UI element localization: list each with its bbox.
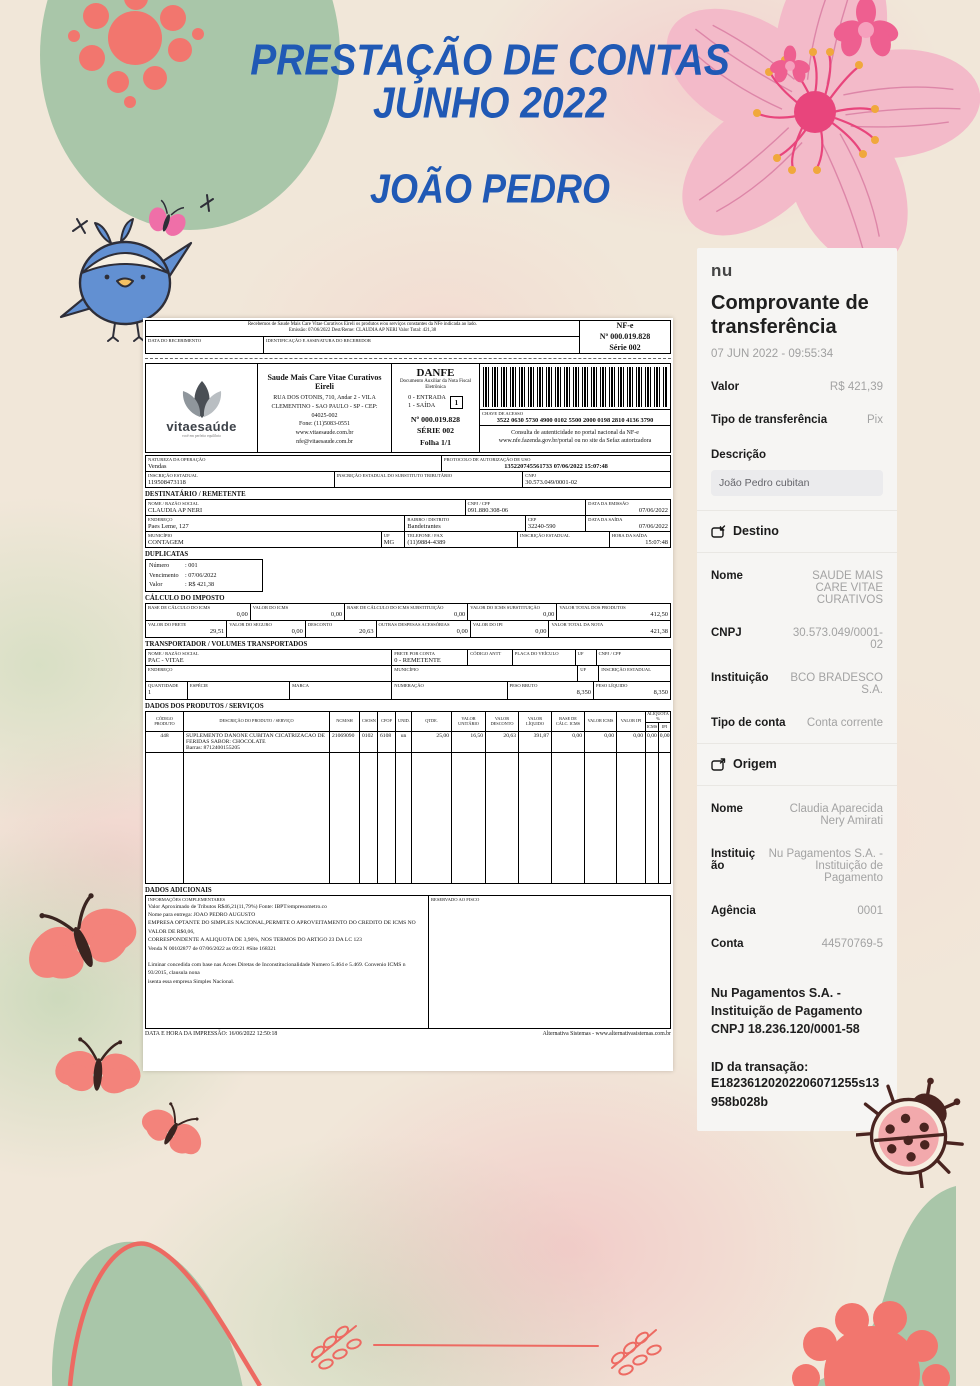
imposto-value: 0,00	[456, 627, 468, 635]
transp-uf2-label: UF	[580, 667, 587, 673]
imposto-label: BASE DE CÁLCULO DO ICMS SUBSTITUIÇÃO	[347, 605, 444, 611]
danfe-folha: Folha 1/1	[420, 437, 451, 447]
imposto-value: 29,51	[209, 627, 225, 635]
ladybug-illustration	[856, 1076, 968, 1188]
imposto-value: 412,50	[650, 610, 668, 618]
emitente-endereco3: 04025-002	[311, 412, 338, 419]
transp-nome: PAC - VITAE	[148, 656, 184, 664]
produtos-header: CFOP	[378, 712, 396, 731]
produtos-header: NCM/SH	[330, 712, 360, 731]
natureza-value: Vendas	[148, 462, 167, 470]
butterfly-illustration-1	[6, 879, 154, 998]
dup-numero-label: Número	[149, 562, 170, 570]
impressao-text: DATA E HORA DA IMPRESSÃO: 16/06/2022 12:50:18	[145, 1031, 278, 1038]
danfe-tipo-box: 1	[450, 396, 463, 409]
transp-bruto: 8,350	[576, 688, 591, 696]
produto-ncm: 21069090	[330, 732, 360, 752]
dest-saida-label: DATA DA SAÍDA	[588, 517, 623, 523]
duplicatas-title: DUPLICATAS	[145, 551, 189, 559]
sistema-text: Alternativa Sistemas - www.alternativasistemas.com.br	[542, 1031, 671, 1038]
danfe-header	[145, 363, 671, 453]
dest-cnpj-label: CNPJ / CPF	[467, 501, 491, 507]
info-line: Liminar concedida com base nas Acoes Diretas de Inconstitucionalidade Numero 5.464 e 5.469. Convenio ICMS n 93/2015, clausula nona	[148, 962, 406, 977]
nfe-label: NF-e	[616, 321, 634, 330]
produto-qtde: 25,00	[412, 732, 452, 752]
imposto-value: 0,00	[236, 610, 248, 618]
info-line: Venda N 00102877 de 07/06/2022 as 09:21 #Site 168321	[148, 945, 277, 952]
produtos-header: ALÍQUOTA %	[647, 712, 669, 722]
transp-antt-label: CÓDIGO ANTT	[470, 651, 502, 657]
title-line2: JUNHO 2022	[372, 79, 608, 128]
produto-valor-icms: 0,00	[585, 732, 617, 752]
destino-cnpj-value: 30.573.049/0001-02	[792, 627, 883, 651]
transp-liquido: 8,350	[653, 688, 668, 696]
produto-valor-ipi: 0,00	[617, 732, 646, 752]
imposto-value: 0,00	[291, 627, 303, 635]
dest-bairro-label: BAIRRO / DISTRITO	[407, 517, 450, 523]
emitente-email: nfe@vitaesaude.com.br	[296, 438, 353, 445]
imposto-label: OUTRAS DESPESAS ACESSÓRIAS	[378, 622, 450, 628]
produtos-header: VALOR ICMS	[585, 712, 617, 731]
origem-title: Origem	[733, 757, 777, 771]
info-line: isenta essa empresa Simples Nacional.	[148, 978, 235, 985]
ie-value: 119508473118	[148, 478, 186, 486]
transp-ie-label: INSCRIÇÃO ESTADUAL	[601, 667, 652, 673]
imposto-value: 0,00	[454, 610, 466, 618]
butterfly-illustration-3	[130, 1092, 216, 1167]
origem-nome-label: Nome	[711, 803, 743, 815]
produtos-title: DADOS DOS PRODUTOS / SERVIÇOS	[145, 703, 264, 711]
dest-hora: 15:07:48	[645, 538, 668, 546]
valor-label: Valor	[711, 381, 740, 393]
ie-substituto-label: INSCRIÇÃO ESTADUAL DO SUBSTITUTO TRIBUTÁRIO	[336, 473, 453, 479]
imposto-value: 0,00	[535, 627, 547, 635]
transp-frete-label: FRETE POR CONTA	[394, 651, 435, 657]
destino-tipo-conta-label: Tipo de conta	[711, 717, 786, 729]
produtos-header: DESCRIÇÃO DO PRODUTO / SERVIÇO	[184, 712, 330, 731]
dest-cep: 32240-590	[527, 522, 556, 530]
produto-csosn: 0102	[360, 732, 378, 752]
dest-ie-label: INSCRIÇÃO ESTADUAL	[520, 533, 570, 539]
produto-valor-desconto: 20,63	[486, 732, 519, 752]
danfe-document	[143, 318, 673, 1071]
transp-especie-label: ESPÉCIE	[189, 683, 209, 689]
dest-bairro: Bandeirantes	[407, 522, 441, 530]
produto-aliq-icms: 0,00	[646, 732, 659, 752]
nfe-numero: Nº 000.019.828	[599, 331, 651, 341]
natureza-section	[145, 455, 671, 488]
barcode	[483, 367, 667, 407]
canhoto-recebemos-text: Recebemos de Saude Mais Care Vitae Curativos Eireli os produtos e/ou serviços constantes da NFe indicada ao lado.	[247, 322, 478, 327]
imposto-label: DESCONTO	[307, 622, 333, 628]
nfe-number-box	[580, 321, 670, 353]
transp-cnpj-label: CNPJ / CPF	[598, 651, 622, 657]
dest-cep-label: CEP	[527, 517, 537, 523]
produtos-empty-rows	[146, 753, 670, 883]
info-line: EMPRESA OPTANTE DO SIMPLES NACIONAL,PERMITE O APROVEITAMENTO DO CREDITO DE ICMS NO VALOR DE R$0,06,	[148, 920, 416, 935]
transp-marca-label: MARCA	[292, 683, 309, 689]
footer-line2: Instituição de Pagamento	[711, 1004, 863, 1019]
imposto-section	[145, 603, 671, 638]
destinatario-title: DESTINATÁRIO / REMETENTE	[145, 491, 246, 499]
emitente-nome: Saude Mais Care Vitae Curativos Eireli	[267, 373, 382, 392]
title-subtitle: JOÃO PEDRO	[369, 165, 611, 212]
transportador-section	[145, 649, 671, 700]
transportador-title: TRANSPORTADOR / VOLUMES TRANSPORTADOS	[145, 641, 308, 649]
dest-uf-label: UF	[383, 533, 390, 539]
footer-cnpj: CNPJ 18.236.120/0001-58	[711, 1022, 860, 1037]
valor-value: R$ 421,39	[829, 381, 883, 393]
produto-descricao: SUPLEMENTO DANONE CUBITAN CICATRIZACAO DE FERIDAS SABOR: CHOCOLATE	[186, 733, 325, 746]
origem-nome-value: Claudia Aparecida Nery Amirati	[789, 803, 883, 827]
produto-unid: un	[396, 732, 412, 752]
dest-emissao: 07/06/2022	[638, 506, 668, 514]
imposto-value: 20,63	[359, 627, 374, 635]
dest-cnpj: 091.880.308-06	[467, 506, 509, 514]
data-recebimento-label: DATA DO RECEBIMENTO	[148, 337, 202, 343]
green-blob-bottom-left	[27, 1226, 272, 1386]
cut-line	[145, 358, 671, 359]
danfe-title: DANFE	[416, 367, 455, 380]
protocolo-value: 135220745561733 07/06/2022 15:07:48	[504, 462, 608, 470]
ie-label: INSCRIÇÃO ESTADUAL	[148, 473, 198, 479]
transp-qtd: 1	[148, 688, 152, 696]
produtos-header: CSOSN	[360, 712, 378, 731]
destino-cnpj-label: CNPJ	[711, 627, 742, 639]
consulta-text1: Consulta de autenticidade no portal nacional da NF-e	[511, 430, 639, 437]
reservado-fisco-label: RESERVADO AO FISCO	[430, 897, 480, 903]
produto-row	[146, 732, 670, 753]
dest-municipio: CONTAGEM	[148, 538, 184, 546]
imposto-value: 421,38	[650, 627, 668, 635]
produtos-header: QTDE.	[412, 712, 452, 731]
dest-endereco-label: ENDEREÇO	[148, 517, 173, 523]
nubank-receipt	[697, 248, 897, 1131]
imposto-label: VALOR DO SEGURO	[229, 622, 272, 628]
imposto-label: BASE DE CÁLCULO DO ICMS	[148, 605, 211, 611]
dest-nome-label: NOME / RAZÃO SOCIAL	[148, 501, 199, 507]
info-line: Nome para entrega: JOAO PEDRO AUGUSTO	[148, 912, 256, 919]
poster-title	[0, 36, 980, 212]
danfe-saida: 1 - SAÍDA	[408, 402, 436, 410]
danfe-entrada: 0 - ENTRADA	[408, 394, 446, 402]
dest-endereco: Paes Leme, 127	[148, 522, 189, 530]
produto-base-icms: 0,00	[552, 732, 585, 752]
produtos-table	[145, 711, 671, 884]
origem-instituicao-value: Nu Pagamentos S.A. - Instituição de Pagamento	[768, 848, 883, 884]
produtos-header: VALOR UNITÁRIO	[452, 712, 486, 731]
origem-agencia-label: Agência	[711, 905, 756, 917]
receipt-title: Comprovante de transferência	[711, 292, 869, 338]
imposto-label: VALOR DO ICMS SUBSTITUIÇÃO	[470, 605, 540, 611]
chave-acesso-label: CHAVE DE ACESSO	[482, 411, 524, 417]
transp-frete: 0 - REMETENTE	[394, 656, 441, 664]
produtos-header: ICMS	[646, 723, 659, 731]
adicionais-title: DADOS ADICIONAIS	[145, 887, 212, 895]
protocolo-label: PROTOCOLO DE AUTORIZAÇÃO DE USO	[444, 457, 531, 463]
origem-agencia-value: 0001	[857, 905, 883, 917]
transp-endereco-label: ENDEREÇO	[148, 667, 173, 673]
info-line: CORRESPONDENTE A ALIQUOTA DE 3,90%, NOS TERMOS DO ARTIGO 23 DA LC 123	[148, 937, 362, 944]
dup-valor-label: Valor	[149, 580, 163, 588]
imposto-label: VALOR TOTAL DOS PRODUTOS	[559, 605, 626, 611]
produtos-header: VALOR IPI	[617, 712, 646, 731]
consulta-text2: www.nfe.fazenda.gov.br/portal ou no site da Sefaz autorizadora	[498, 438, 652, 445]
origem-instituicao-label: Instituição	[711, 848, 756, 872]
transaction-id-label: ID da transação:	[711, 1060, 809, 1075]
imposto-value: 0,00	[543, 610, 555, 618]
receipt-footer	[711, 984, 883, 1038]
butterfly-illustration-2	[48, 1035, 149, 1100]
transp-placa-label: PLACA DO VEÍCULO	[514, 651, 559, 657]
divider	[697, 510, 897, 511]
natureza-label: NATUREZA DA OPERAÇÃO	[148, 457, 206, 463]
transp-municipio-label: MUNICÍPIO	[394, 667, 419, 673]
canhoto-section	[145, 320, 671, 354]
produtos-header: UNID.	[396, 712, 412, 731]
dup-vencimento-label: Vencimento	[149, 571, 179, 579]
produto-valor-liquido: 391,87	[519, 732, 552, 752]
produtos-header: CÓDIGO PRODUTO	[146, 712, 184, 731]
destino-icon	[711, 525, 726, 538]
imposto-label: VALOR DO IPI	[472, 622, 503, 628]
origem-section-header	[711, 757, 883, 771]
transp-numeracao-label: NUMERAÇÃO	[394, 683, 424, 689]
origem-icon	[711, 758, 726, 771]
imposto-value: 0,00	[330, 610, 343, 618]
produtos-header: IPI	[661, 723, 668, 729]
produtos-header: VALOR LÍQUIDO	[519, 712, 552, 731]
emitente-fone: Fone: (11)5083-0551	[299, 421, 350, 428]
vitaesaude-tagline: você em perfeito equilíbrio	[181, 433, 222, 438]
transp-qtd-label: QUANTIDADE	[148, 683, 179, 689]
vitaesaude-logo-icon	[179, 379, 225, 419]
destinatario-section	[145, 499, 671, 548]
vitaesaude-wordmark: vitaesaúde	[166, 418, 237, 434]
transp-nome-label: NOME / RAZÃO SOCIAL	[148, 651, 199, 657]
produto-cfop: 6108	[378, 732, 396, 752]
info-line: Valor Aproximado de Tributos R$46,21(11,79%) Fonte: IBPT/empresometro.co	[148, 903, 327, 910]
dest-telefone: (11)9884-4389	[407, 538, 446, 546]
transp-uf-label: UF	[577, 651, 584, 657]
danfe-subtitle: Documento Auxiliar da Nota Fiscal Eletrônica	[399, 379, 472, 391]
produtos-header: BASE DE CÁLC. ICMS	[552, 712, 585, 731]
danfe-serie: SÉRIE 002	[416, 426, 455, 436]
produto-valor-unitario: 16,50	[452, 732, 486, 752]
destino-section-header	[711, 524, 883, 538]
transp-liquido-label: PESO LÍQUIDO	[595, 683, 628, 689]
origem-conta-value: 44570769-5	[821, 938, 883, 950]
transp-bruto-label: PESO BRUTO	[509, 683, 538, 689]
dup-numero: : 001	[185, 562, 198, 570]
destino-nome-value: SAUDE MAIS CARE VITAE CURATIVOS	[812, 570, 883, 606]
transaction-id-value: E18236120202206071255s13958b028b	[711, 1076, 880, 1109]
info-complementares-label: INFORMAÇÕES COMPLEMENTARES	[148, 897, 226, 903]
origem-conta-label: Conta	[711, 938, 744, 950]
divider	[697, 743, 897, 744]
leaf-divider-illustration	[310, 1325, 662, 1377]
emitente-endereco1: RUA DOS OTONIS, 710, Andar 2 - VILA	[273, 395, 376, 402]
nubank-logo: nu	[711, 261, 733, 280]
imposto-title: CÁLCULO DO IMPOSTO	[145, 595, 225, 603]
destino-instituicao-label: Instituição	[711, 672, 769, 684]
nfe-serie: Série 002	[609, 342, 641, 352]
produto-aliq-ipi: 0,00	[659, 733, 670, 740]
danfe-numero: Nº 000.019.828	[410, 414, 461, 424]
dest-nome: CLAUDIA AP NERI	[148, 506, 203, 514]
produto-barras: Barras: 8712400155205	[186, 745, 240, 752]
canhoto-emissao-text: Emissão: 07/06/2022 Dest/Reme: CLAUDIA AP NERI Valor Total: 421,38	[288, 328, 437, 334]
dest-telefone-label: TELEFONE / FAX	[407, 533, 444, 539]
imposto-label: VALOR DO FRETE	[148, 622, 187, 628]
descricao-label: Descrição	[711, 449, 766, 461]
dup-valor: : R$ 421,38	[185, 580, 215, 588]
receipt-datetime: 07 JUN 2022 - 09:55:34	[711, 348, 834, 360]
imposto-label: VALOR DO ICMS	[252, 605, 289, 611]
emitente-endereco2: CLEMENTINO - SAO PAULO - SP - CEP:	[271, 404, 378, 411]
dest-municipio-label: MUNICÍPIO	[148, 533, 173, 539]
dup-vencimento: : 07/06/2022	[185, 571, 217, 579]
dest-emissao-label: DATA DA EMISSÃO	[588, 501, 629, 507]
emitente-site: www.vitaesaude.com.br	[295, 430, 354, 437]
imposto-label: VALOR TOTAL DA NOTA	[551, 622, 604, 628]
divider	[697, 785, 897, 786]
footer-line1: Nu Pagamentos S.A. -	[711, 986, 841, 1000]
dest-uf: MG	[383, 538, 395, 546]
destino-title: Destino	[733, 524, 779, 538]
destino-tipo-conta-value: Conta corrente	[806, 717, 883, 729]
destino-nome-label: Nome	[711, 570, 743, 582]
dest-hora-label: HORA DA SAÍDA	[611, 533, 648, 539]
cnpj-value: 30.573.049/0001-02	[525, 478, 578, 486]
adicionais-section	[145, 895, 671, 1029]
chave-acesso-value: 3522 0630 5730 4900 0102 5500 2000 0198 2810 4136 3790	[496, 416, 654, 424]
descricao-chip: João Pedro cubitan	[711, 470, 883, 496]
assinatura-label: IDENTIFICAÇÃO E ASSINATURA DO RECEBEDOR	[266, 337, 371, 343]
produtos-header: VALOR DESCONTO	[486, 712, 519, 731]
destino-instituicao-value: BCO BRADESCO S.A.	[790, 672, 883, 696]
tipo-transferencia-value: Pix	[867, 414, 883, 426]
divider	[697, 552, 897, 553]
title-line1: PRESTAÇÃO DE CONTAS	[250, 36, 730, 85]
cnpj-label: CNPJ	[525, 473, 536, 479]
duplicatas-box	[145, 559, 263, 592]
dest-saida: 07/06/2022	[638, 522, 668, 530]
produto-codigo: 448	[146, 732, 184, 752]
tipo-transferencia-label: Tipo de transferência	[711, 414, 828, 426]
